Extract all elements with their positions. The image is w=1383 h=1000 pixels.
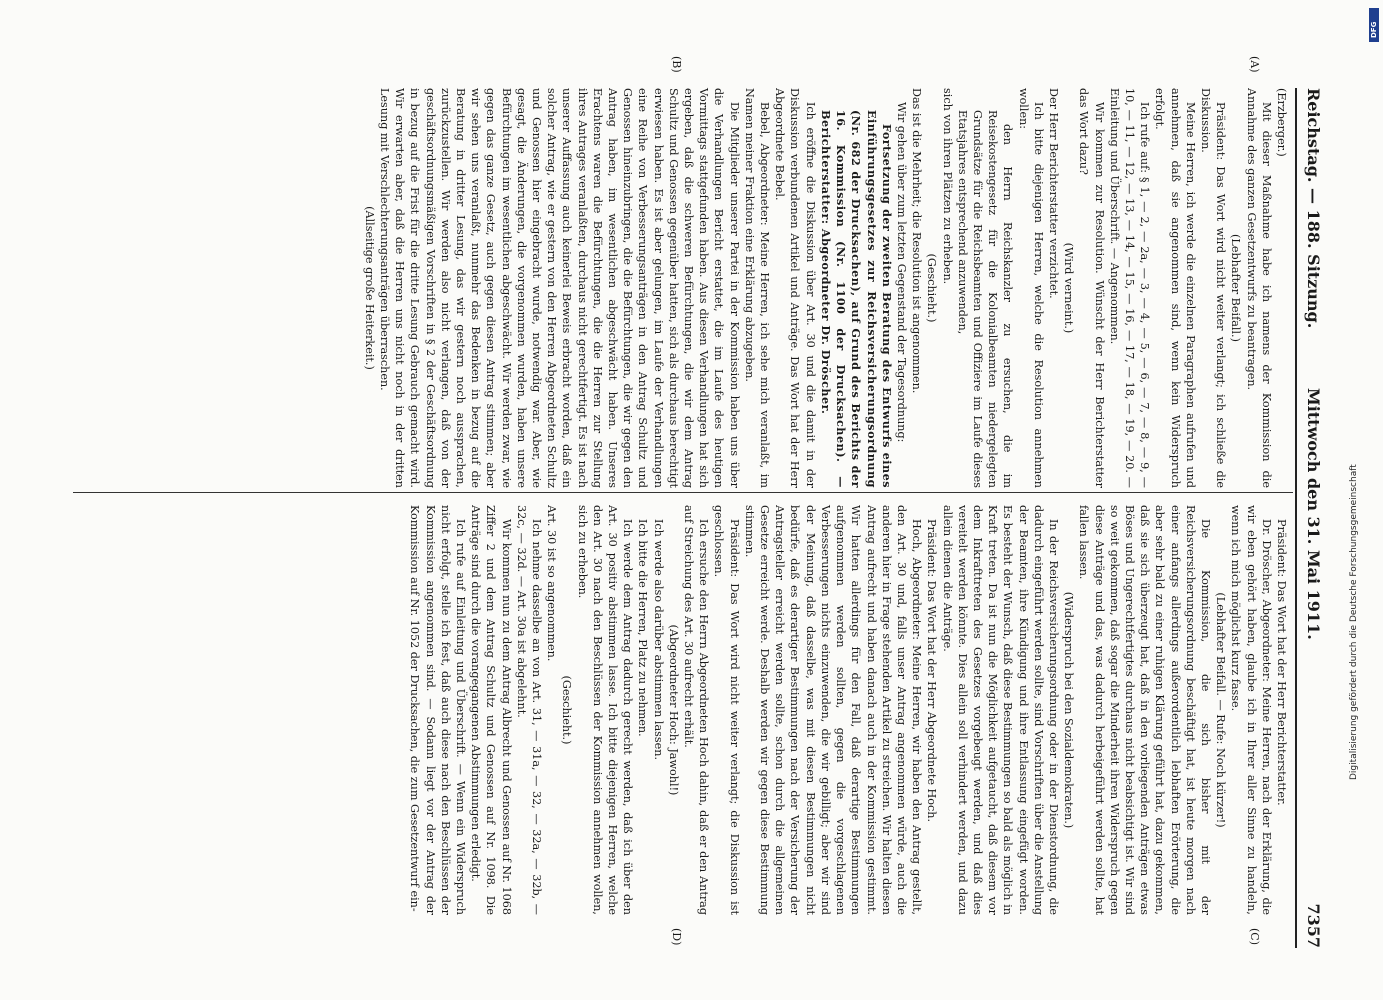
interjection: (Wird verneint.) <box>1062 242 1076 334</box>
paragraph: (Erzberger.) <box>1275 88 1288 157</box>
dfg-logo <box>1369 8 1379 42</box>
paragraph: Dr. Dröscher, Abgeordneter: Meine Herren, nach der Erklärung, die wir eben gehört haben, glaube ich in Ihrer aller Sinne zu handeln, wenn ich mich möglichst kurz fasse. <box>1229 505 1273 915</box>
credit-text: Digitalisierung gefördert durch die Deutsche Forschungsgemeinschaft <box>1349 464 1359 780</box>
interjection: (Widerspruch bei den Sozialdemokraten.) <box>1062 591 1076 829</box>
agenda-item: Fortsetzung der zweiten Beratung des Entwurfs eines Einführungsgesetzes zur Reichsversicherungsordnung (Nr. 682 der Drucksachen), auf Grund des Berichts der 16. Kommission (Nr. 1100 der Drucksachen). — Berichterstatter: Abgeordneter Dr. Dröscher. <box>818 110 894 488</box>
header-date: Mittwoch den 31. Mai 1911. <box>1304 388 1323 640</box>
paragraph: Die Mitglieder unserer Partei in der Kommission haben uns über die Verhandlungen Bericht erstattet, die im Laufe des heutigen Vormittags stattgefunden haben. Aus diesen Verhandlungen hat sich ergeben, daß die schweren Befürchtungen, die wir dem Antrag Schultz und Genossen gegenüber hatten, sich als durchaus berechtigt erwiesen haben. Es ist aber gelungen, im Laufe der Verhandlungen eine Reihe von Verbesserungsanträgen in den Antrag Schultz und Genossen hineinzubringen, die die Befürchtungen, die wir gegen den Antrag haben, im wesentlichen abgeschwächt haben. Unseres Erachtens waren die Befürchtungen, die die Herren zur Stellung ihres Antrages veranlaßten, durchaus nicht gerechtfertigt. Es ist nach unserer Auffassung auch keinerlei Beweis erbracht worden, daß ein solcher Antrag, wie er gestern von den Herren Abgeordneten Schultz und Genossen hier eingebracht wurde, notwendig war. Aber, wie gesagt, die Änderungen, die vorgenommen wurden, haben unsere Befürchtungen im wesentlichen abgeschwächt. Wir werden zwar, wie gegen das ganze Gesetz, auch gegen diesen Antrag stimmen; aber wir sehen uns veranlaßt, nunmehr das Bedenken in bezug auf die Beratung in dritter Lesung, das wir gestern noch aussprachen, zurückzustellen. Wir werden also nicht verlangen, daß von der geschäftsordnungsmäßigen Vorschriften in § 2 der Geschäftsordnung in bezug auf die Frist für die dritte Lesung Gebrauch gemacht wird. Wir erwarten aber, daß die Herren uns nicht noch in der dritten Lesung mit Verschlechterungsanträgen überraschen. <box>378 88 741 488</box>
paragraph: Bebel, Abgeordneter: Meine Herren, ich sehe mich veranlaßt, im Namen meiner Fraktion eine Erklärung abzugeben. <box>742 88 772 488</box>
paragraph: Präsident: Das Wort wird nicht weiter verlangt; ich schließe die Diskussion. <box>1198 88 1228 488</box>
paragraph: Ich ersuche den Herrn Abgeordneten Hoch dahin, daß er den Antrag auf Streichung des Art. 30 aufrecht erhält. <box>682 505 711 915</box>
margin-marker-a: (A) <box>1248 56 1261 73</box>
paragraph: Hoch, Abgeordneter: Meine Herren, wir haben den Antrag gestellt, den Art. 30 und, falls unser Antrag angenommen würde, auch die anderen hier in Frage stehenden Artikel zu streichen. Wir halten diesen Antrag aufrecht und haben danach auch in der Kommission gestimmt. Wir hatten allerdings für den Fall, daß derartige Bestimmungen aufgenommen werden sollten, gegen die vorgeschlagenen Verbesserungen nichts einzuwenden, die wir gebilligt; aber wir sind der Meinung, daß dasselbe, was mit diesen Bestimmungen nicht bedürfe, daß es derartiger Bestimmungen nach der Versicherung der Antragsteller erreicht werden sollte, schon durch die allgemeinen Gesetze erreicht werde. Deshalb werden wir gegen diese Bestimmung stimmen. <box>742 505 924 915</box>
interjection: (Lebhafter Beifall. — Rufe: Noch kürzer!) <box>1214 592 1228 828</box>
resolution-text: den Herrn Reichskanzler zu ersuchen, die im Reisekostengesetz für die Kolonialbeamten niedergelegten Grundsätze für die Reichsbeamten und Offiziere im Laufe dieses Etatsjahres entsprechend anzuwenden, <box>955 110 1015 488</box>
paragraph: Ich bitte diejenigen Herren, welche die Resolution annehmen wollen: <box>1016 88 1045 488</box>
right-column <box>407 505 1289 915</box>
column-divider <box>73 492 1293 493</box>
margin-marker-b: (B) <box>670 56 683 73</box>
paragraph: Das ist die Mehrheit; die Resolution ist angenommen. <box>910 88 924 394</box>
paragraph: Präsident: Das Wort hat der Herr Abgeordnete Hoch. <box>925 519 939 823</box>
paragraph: Der Herr Berichterstatter verzichtet. <box>1046 88 1060 299</box>
page-header <box>1297 88 1323 948</box>
paragraph: Wir kommen zur Resolution. Wünscht der Herr Berichterstatter das Wort dazu? <box>1077 88 1106 488</box>
paragraph: Die Kommission, die sich bisher mit der Reichsversicherungsordnung beschäftigt hat, ist heute morgen nach einer anfangs allerdings außerordentlich lebhaften Erörterung, die aber sehr bald zu einer ruhigen Klärung geführt hat, dazu gekommen, daß sie sich überzeugt hat, daß in den vorliegenden Anträgen etwas Böses und Ungerechtfertigtes durchaus nicht beabsichtigt ist. Wir sind so weit gekommen, daß sogar die Minderheit ihren Widerspruch gegen diese Anträge und das, was dadurch herbeigeführt werden sollte, hat fallen lassen. <box>1077 505 1212 915</box>
margin-marker-d: (D) <box>670 928 683 946</box>
page-number: 7357 <box>1304 903 1323 948</box>
logo-text: DFG <box>1370 21 1378 38</box>
paragraph: Wir gehen über zum letzten Gegenstand der Tagesordnung: <box>894 102 908 443</box>
paragraph: Präsident: Das Wort hat der Herr Berichterstatter. <box>1275 519 1288 806</box>
paragraph: In der Reichsversicherungsordnung oder in der Dienstordnung, die dadurch eingeführt werden sollte, sind Vorschriften über die Anstellung der Beamten, ihre Kündigung und ihre Entlassung eingefügt worden. Es besteht der Wunsch, daß diese Bestimmungen so bald als möglich in Kraft treten. Da ist nun die Möglichkeit aufgetaucht, daß diesem vor dem Inkrafttreten des Gesetzes vorgebeugt werden, und daß dies vereitelt werden könnte. Dies allein soll verhindert werden, und dazu allein dienen die Anträge. <box>940 505 1060 915</box>
paragraph: Art. 30 ist so angenommen. <box>545 505 559 662</box>
interjection: (Lebhafter Beifall.) <box>1229 234 1243 342</box>
paragraph: Ich werde also darüber abstimmen lassen. <box>651 519 665 761</box>
paragraph: sich von ihren Plätzen zu erheben. <box>940 88 954 285</box>
margin-marker-c: (C) <box>1248 928 1261 945</box>
paragraph: Ich bitte die Herren, Platz zu nehmen. <box>636 519 650 737</box>
paragraph: Ich rufe auf: § 1, — 2, — 2a, — 3, — 4, — 5, — 6, — 7, — 8, — 9, — 10, — 11, — 12, — 13, — 14, — 15, — 16, — 17, — 18, — 19, — 20. — Einleitung und Überschrift. — Angenommen. <box>1107 88 1152 488</box>
paragraph: Wir kommen nun zu dem Antrag Albrecht und Genossen auf Nr. 1068 Ziffer 2 und dem Antrag Schultz und Genossen auf Nr. 1098. Die Anträge sind durch die vorangegangenen Abstimmungen erledigt. <box>469 505 513 915</box>
paragraph: Präsident: Das Wort wird nicht weiter verlangt; die Diskussion ist geschlossen. <box>712 505 741 915</box>
paragraph: Ich werde dem Antrag dadurch gerecht werden, daß ich über den Art. 30 positiv abstimmen lasse. Ich bitte diejenigen Herren, welche den Art. 30 nach den Beschlüssen der Kommission annehmen wollen, sich zu erheben. <box>575 505 635 915</box>
header-rule <box>1295 88 1297 948</box>
paragraph: Ich nehme dasselbe an von Art. 31, — 31a, — 32, — 32a, — 32b, — 32c, — 32d. — Art. 30a ist abgelehnt. <box>514 505 544 915</box>
paragraph: Ich rufe auf Einleitung und Überschrift. — Wenn ein Widerspruch nicht erfolgt, stelle ich fest, daß auch diese nach den Beschlüssen der Kommission angenommen sind. — Sodann liegt vor der Antrag der Kommission auf Nr. 1052 der Drucksachen, die zum Gesetzentwurf ein- <box>408 505 468 915</box>
interjection: (Abgeordneter Hoch: Jawohl!) <box>666 624 680 796</box>
paragraph: Meine Herren, ich werde die einzelnen Paragraphen aufrufen und annehmen, daß sie angenommen sind, wenn kein Widerspruch erfolgt. <box>1153 88 1197 488</box>
left-column <box>362 88 1289 488</box>
interjection: (Allseitige große Heiterkeit.) <box>362 206 376 370</box>
header-session: Reichstag. — 188. Sitzung. <box>1304 88 1323 329</box>
paragraph: Mit dieser Maßnahme habe ich namens der Kommission die Annahme des ganzen Gesetzentwurfs zu beantragen. <box>1244 88 1273 488</box>
paragraph: Ich eröffne die Diskussion über Art. 30 und die damit in der Diskussion verbundenen Artikel und Anträge. Das Wort hat der Herr Abgeordnete Bebel. <box>773 88 817 488</box>
interjection: (Geschieht.) <box>925 253 939 323</box>
digitization-credit <box>1349 20 1369 980</box>
interjection: (Geschieht.) <box>560 675 574 745</box>
